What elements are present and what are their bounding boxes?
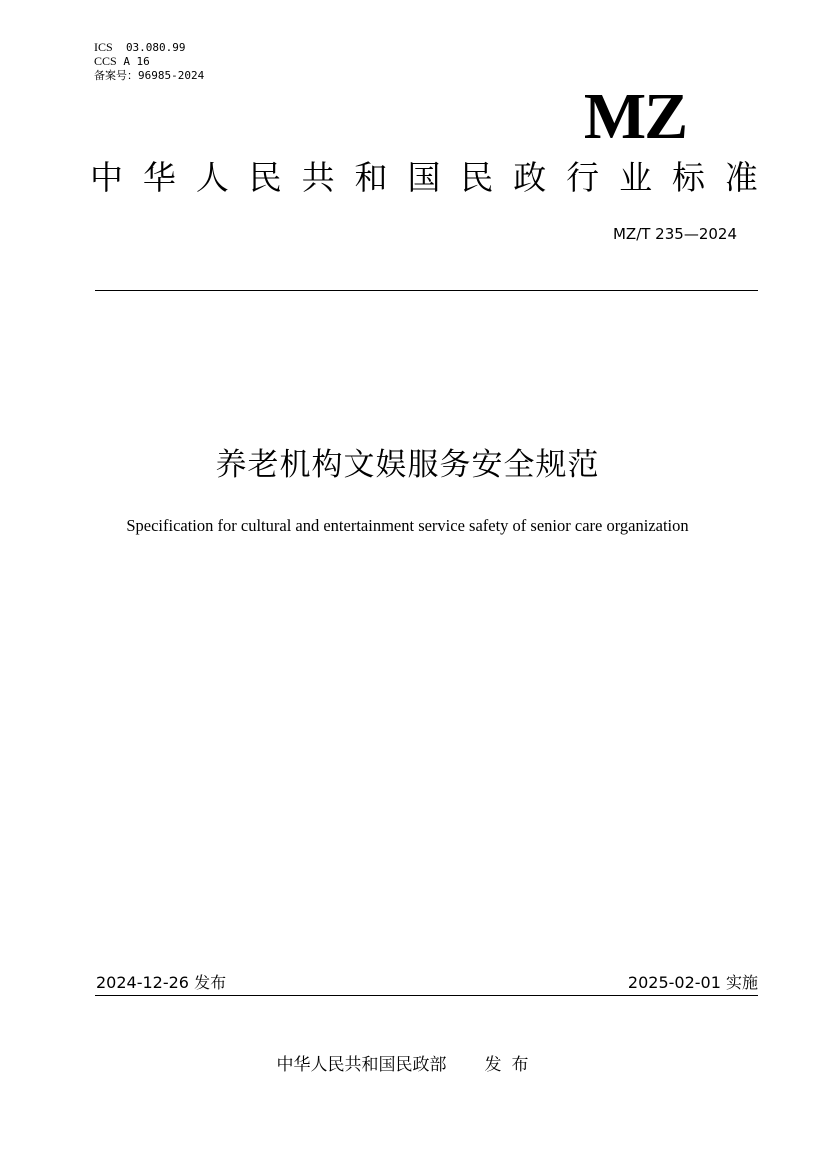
standard-title-char: 民: [460, 158, 494, 197]
standard-title-char: 准: [724, 158, 758, 197]
standard-category-title: [90, 156, 758, 200]
ccs-label: CCS: [94, 54, 117, 68]
release-label: 发布: [194, 973, 227, 992]
standard-title-char: 共: [301, 158, 335, 197]
standard-title-char: 国: [407, 158, 441, 197]
bottom-divider: [95, 995, 758, 996]
ics-line: [94, 40, 186, 55]
release-date-line: [96, 972, 226, 994]
implement-label: 实施: [725, 973, 758, 992]
standard-title-char: 行: [566, 158, 600, 197]
document-title-en: Specification for cultural and entertainment service safety of senior care organization: [126, 516, 689, 535]
record-number: 备案号：96985-2024: [94, 69, 205, 82]
standard-title-char: 政: [513, 158, 547, 197]
ccs-line: [94, 54, 150, 69]
standard-title-char: 业: [619, 158, 653, 197]
standard-title-char: 人: [195, 158, 229, 197]
publisher-line: [0, 1053, 815, 1077]
ccs-code: A 16: [123, 55, 150, 68]
standard-title-char: 民: [248, 158, 282, 197]
document-title-cn: 养老机构文娱服务安全规范: [215, 447, 600, 483]
ics-label: ICS: [94, 40, 113, 54]
top-divider: [95, 290, 758, 291]
implement-date-line: [628, 972, 758, 994]
release-date: 2024-12-26: [96, 973, 189, 992]
publisher-action: 发布: [484, 1055, 539, 1075]
standard-title-char: 标: [671, 158, 705, 197]
implement-date: 2025-02-01: [627, 973, 721, 992]
standard-code: MZ/T 235—2024: [612, 225, 737, 243]
mz-logo: MZ: [583, 80, 687, 153]
publisher-name: 中华人民共和国民政部: [276, 1055, 447, 1075]
standard-title-char: 中: [90, 158, 123, 197]
standard-title-char: 华: [142, 158, 176, 197]
ics-code: 03.080.99: [125, 41, 186, 54]
standard-title-char: 和: [354, 158, 388, 197]
